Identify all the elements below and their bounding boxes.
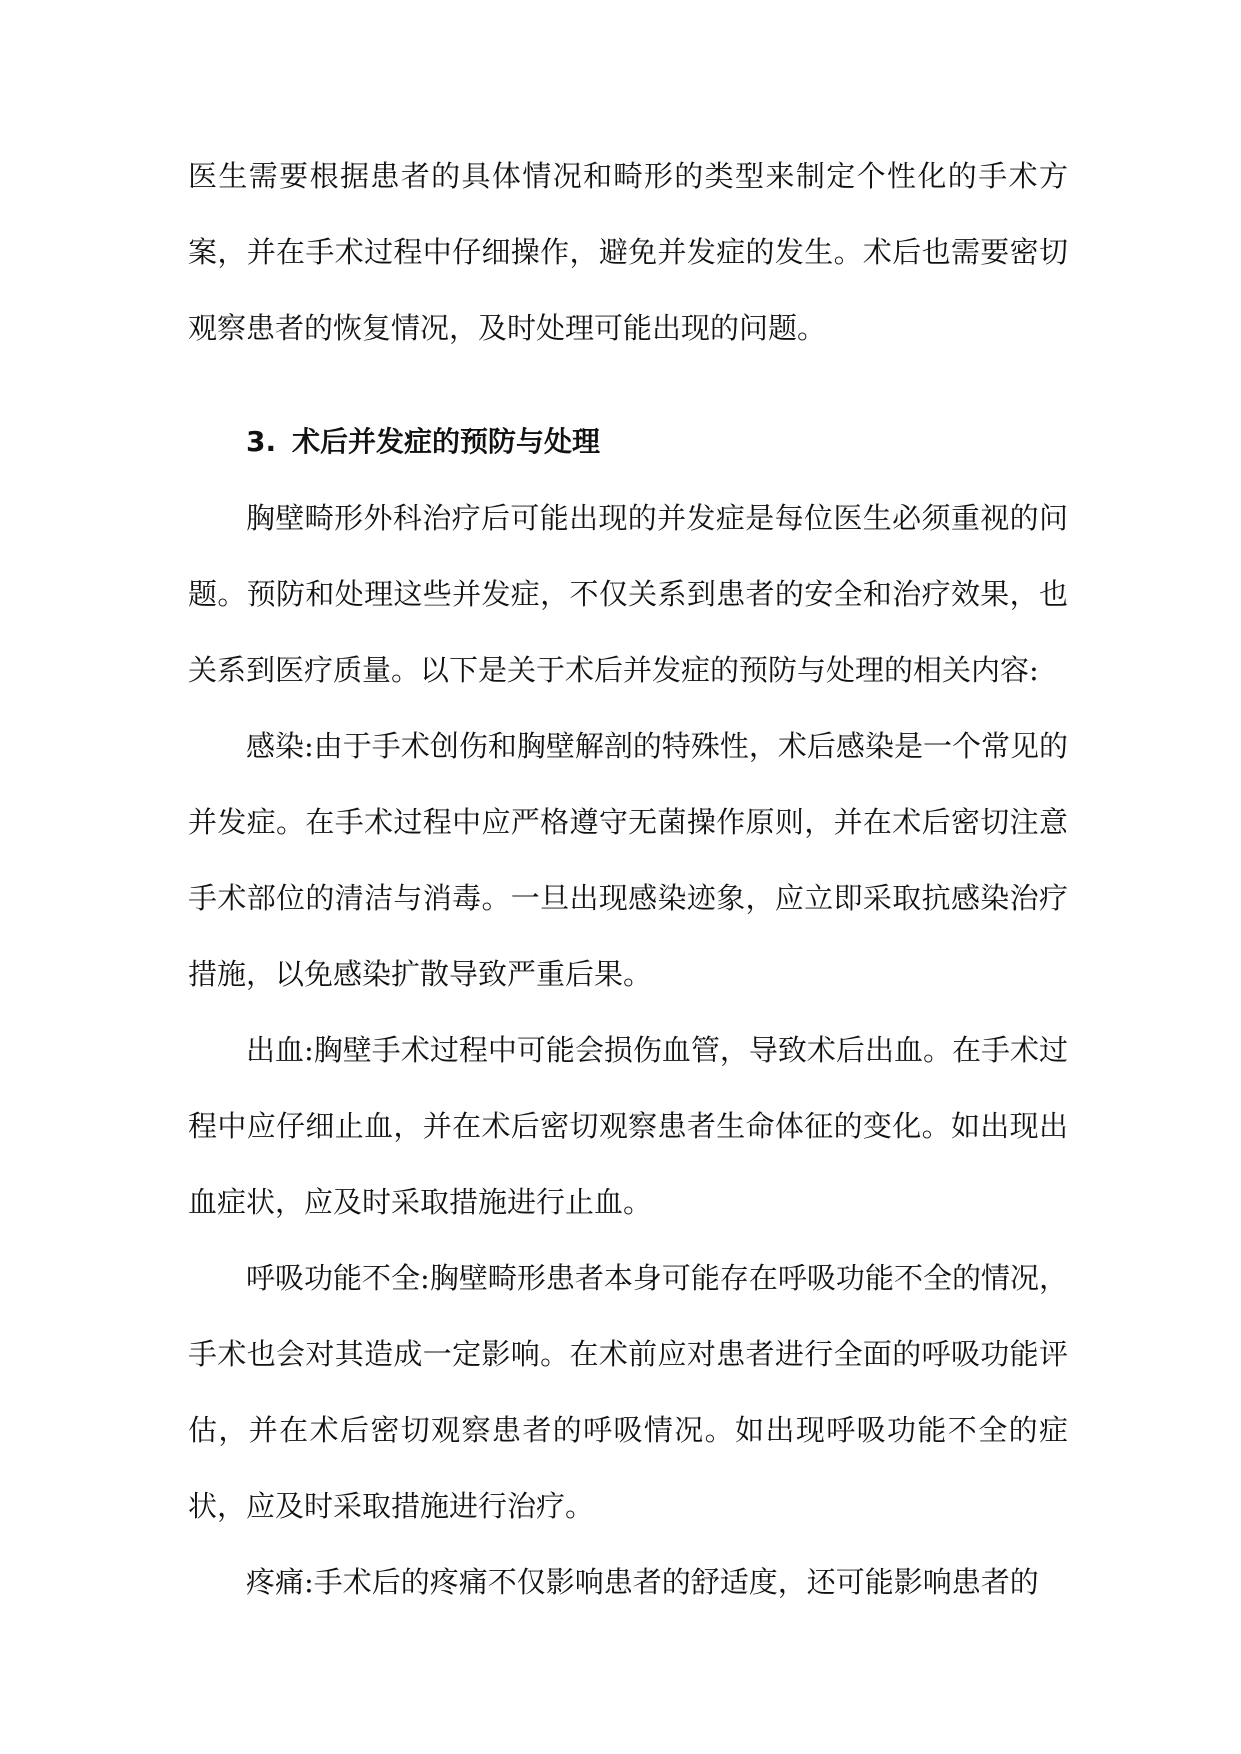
section-heading bbox=[188, 404, 1068, 480]
paragraph-continued: 医生需要根据患者的具体情况和畸形的类型来制定个性化的手术方案，并在手术过程中仔细操作，避免并发症的发生。术后也需要密切观察患者的恢复情况，及时处理可能出现的问题。 bbox=[188, 159, 1068, 345]
section-title: 术后并发症的预防与处理 bbox=[292, 425, 601, 458]
paragraph-infection: 感染:由于手术创伤和胸壁解剖的特殊性，术后感染是一个常见的并发症。在手术过程中应严格遵守无菌操作原则，并在术后密切注意手术部位的清洁与消毒。一旦出现感染迹象，应立即采取抗感染治疗措施，以免感染扩散导致严重后果。 bbox=[188, 729, 1068, 991]
document-body bbox=[188, 138, 1068, 1620]
paragraph-pain: 疼痛:手术后的疼痛不仅影响患者的舒适度，还可能影响患者的 bbox=[246, 1565, 1039, 1599]
section-number: 3. bbox=[246, 425, 277, 458]
paragraph-intro: 胸壁畸形外科治疗后可能出现的并发症是每位医生必须重视的问题。预防和处理这些并发症，不仅关系到患者的安全和治疗效果，也关系到医疗质量。以下是关于术后并发症的预防与处理的相关内容: bbox=[188, 501, 1068, 687]
paragraph-respiratory: 呼吸功能不全:胸壁畸形患者本身可能存在呼吸功能不全的情况，手术也会对其造成一定影响。在术前应对患者进行全面的呼吸功能评估，并在术后密切观察患者的呼吸情况。如出现呼吸功能不全的症状，应及时采取措施进行治疗。 bbox=[188, 1261, 1068, 1523]
paragraph-bleeding: 出血:胸壁手术过程中可能会损伤血管，导致术后出血。在手术过程中应仔细止血，并在术后密切观察患者生命体征的变化。如出现出血症状，应及时采取措施进行止血。 bbox=[188, 1033, 1068, 1219]
